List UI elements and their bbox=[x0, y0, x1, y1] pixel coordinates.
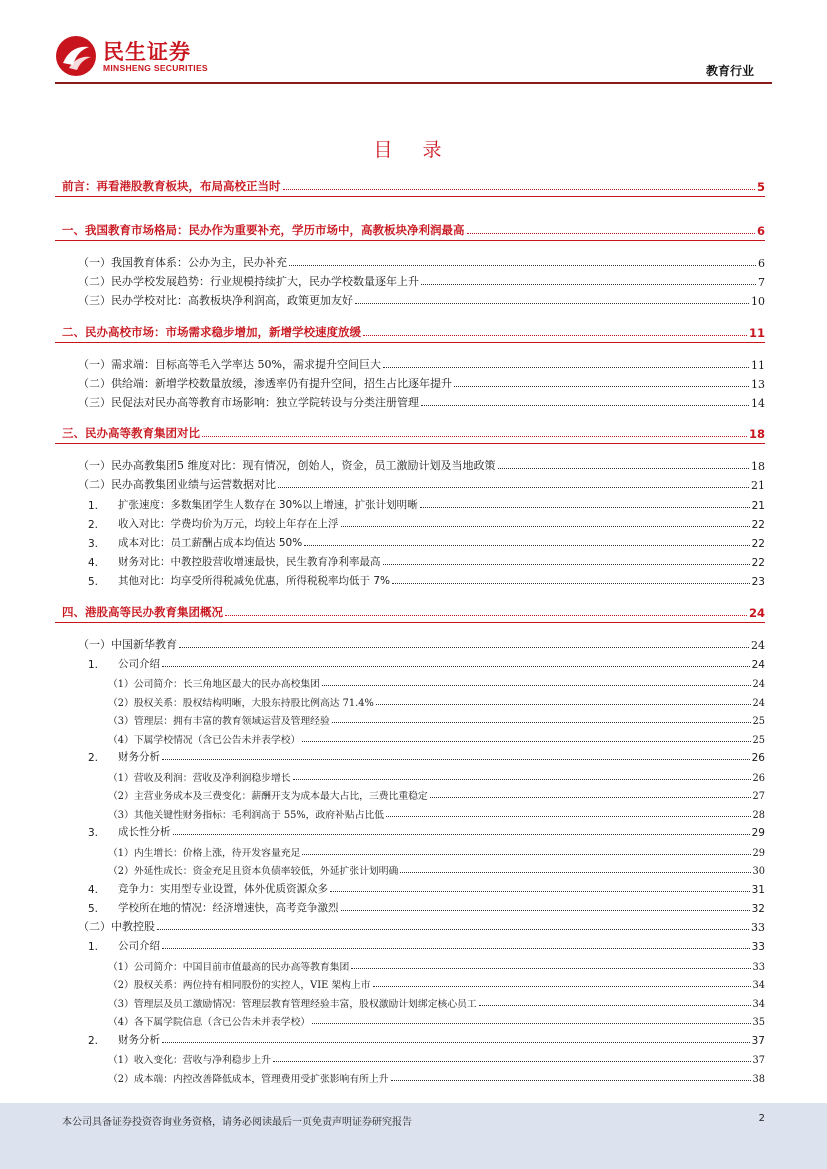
toc-entry-text: （一）需求端：目标高等毛入学率达 50%，需求提升空间巨大 bbox=[78, 357, 381, 371]
toc-entry-page: 33 bbox=[752, 961, 765, 973]
toc-entry-text: （2）外延性成长：资金充足且资本负债率较低，外延扩张计划明确 bbox=[108, 866, 399, 878]
toc-leader-dots bbox=[179, 647, 749, 648]
toc-leader-dots bbox=[467, 233, 755, 234]
toc-entry-level4[interactable] bbox=[108, 803, 765, 821]
toc-entry-text: 前言：再看港股教育板块，布局高校正当时 bbox=[62, 179, 281, 193]
toc-entry-number: 2. bbox=[88, 752, 99, 765]
toc-entry-number: 3. bbox=[88, 538, 99, 550]
toc-entry-level4[interactable] bbox=[108, 728, 765, 746]
toc-entry-text: （1）收入变化：营收与净利稳步上升 bbox=[108, 1055, 271, 1067]
toc-entry-level3[interactable] bbox=[88, 821, 765, 839]
toc-entry-level4[interactable] bbox=[108, 955, 765, 973]
toc-entry-text: 学校所在地的情况：经济增速快，高考竞争激烈 bbox=[118, 902, 339, 914]
toc-entry-text: 四、港股高等民办教育集团概况 bbox=[62, 604, 223, 619]
toc-leader-dots bbox=[225, 615, 747, 616]
toc-entry-level1[interactable] bbox=[62, 176, 765, 194]
toc-entry-page: 7 bbox=[758, 276, 765, 290]
toc-leader-dots bbox=[454, 386, 749, 387]
industry-label: 教育行业 bbox=[705, 64, 754, 78]
toc-leader-dots bbox=[392, 583, 750, 584]
toc-entry-page: 25 bbox=[752, 734, 765, 746]
toc-entry-page: 37 bbox=[751, 1035, 765, 1047]
toc-entry-page: 37 bbox=[752, 1055, 765, 1067]
toc-leader-dots bbox=[304, 545, 749, 546]
toc-entry-number: 2. bbox=[88, 1035, 99, 1047]
toc-leader-dots bbox=[420, 507, 750, 508]
toc-entry-text: 三、民办高等教育集团对比 bbox=[62, 426, 200, 441]
page-number: 2 bbox=[758, 1113, 765, 1124]
toc-entry-page: 22 bbox=[751, 538, 765, 550]
toc-leader-dots bbox=[421, 405, 749, 406]
toc-entry-level1[interactable] bbox=[62, 423, 765, 441]
toc-leader-dots bbox=[302, 854, 750, 855]
toc-entry-level4[interactable] bbox=[108, 992, 765, 1010]
toc-entry-level3[interactable] bbox=[88, 653, 765, 671]
toc-entry-number: 3. bbox=[88, 827, 99, 840]
toc-entry-level4[interactable] bbox=[108, 672, 765, 690]
toc-entry-level2[interactable] bbox=[78, 354, 765, 372]
toc-leader-dots bbox=[391, 1080, 751, 1081]
toc-entry-level3[interactable] bbox=[88, 551, 765, 569]
minsheng-logo bbox=[55, 35, 225, 77]
toc-entry-level3[interactable] bbox=[88, 1029, 765, 1047]
toc-entry-text: 收入对比：学费均价为万元，均较上年存在上浮 bbox=[118, 517, 339, 530]
toc-entry-level4[interactable] bbox=[108, 766, 765, 784]
toc-entry-text: （三）民办学校对比：高教板块净利润高，政策更加友好 bbox=[78, 294, 353, 308]
toc-entry-text: 成本对比：员工薪酬占成本均值达 50% bbox=[118, 537, 303, 549]
toc-entry-level3[interactable] bbox=[88, 513, 765, 531]
toc-entry-page: 21 bbox=[751, 479, 765, 493]
toc-entry-text: 公司介绍 bbox=[118, 657, 160, 670]
toc-leader-dots bbox=[162, 759, 750, 760]
toc-entry-level2[interactable] bbox=[78, 455, 765, 473]
toc-entry-page: 24 bbox=[752, 679, 765, 690]
toc-entry-page: 26 bbox=[751, 752, 765, 765]
toc-entry-text: （2）成本端：内控改善降低成本，管理费用受扩张影响有所上升 bbox=[108, 1073, 389, 1085]
toc-entry-text: 竞争力：实用型专业设置，体外优质资源众多 bbox=[118, 882, 328, 895]
logo-english-name: MINSHENG SECURITIES bbox=[103, 63, 208, 73]
logo-chinese-name: 民生证券 bbox=[103, 40, 191, 64]
toc-entry-level4[interactable] bbox=[108, 709, 765, 727]
toc-entry-number: 1. bbox=[88, 941, 99, 954]
toc-entry-page: 27 bbox=[752, 791, 765, 803]
toc-entry-text: （二）民办学校发展趋势：行业规模持续扩大，民办学校数量逐年上升 bbox=[78, 275, 419, 289]
toc-leader-dots bbox=[421, 284, 756, 285]
toc-entry-text: （二）中教控股 bbox=[78, 920, 155, 934]
toc-leader-dots bbox=[173, 834, 750, 835]
toc-entry-page: 22 bbox=[751, 518, 765, 531]
toc-leader-dots bbox=[293, 779, 751, 780]
toc-leader-dots bbox=[162, 666, 750, 667]
toc-leader-dots bbox=[376, 704, 751, 705]
toc-entry-text: 一、我国教育市场格局：民办作为重要补充，学历市场中，高教板块净利润最高 bbox=[62, 223, 465, 237]
toc-entry-text: （1）营收及利润：营收及净利润稳步增长 bbox=[108, 772, 291, 784]
toc-entry-text: 二、民办高校市场：市场需求稳步增加，新增学校速度放缓 bbox=[62, 324, 361, 339]
toc-entry-page: 31 bbox=[751, 883, 765, 896]
toc-entry-level4[interactable] bbox=[108, 691, 765, 709]
toc-entry-level3[interactable] bbox=[88, 532, 765, 550]
toc-entry-text: （3）管理层及员工激励情况：管理层教育管理经验丰富，股权激励计划绑定核心员工 bbox=[108, 998, 477, 1010]
toc-entry-level4[interactable] bbox=[108, 859, 765, 877]
toc-entry-level1[interactable] bbox=[62, 220, 765, 238]
toc-leader-dots bbox=[202, 436, 747, 437]
toc-entry-level2[interactable] bbox=[78, 916, 765, 934]
toc-section-underline bbox=[55, 240, 765, 241]
toc-entry-level2[interactable] bbox=[78, 392, 765, 410]
toc-entry-page: 33 bbox=[751, 941, 765, 954]
toc-section-underline bbox=[55, 342, 765, 343]
toc-entry-page: 30 bbox=[752, 866, 765, 878]
toc-leader-dots bbox=[383, 564, 750, 565]
toc-leader-dots bbox=[383, 367, 749, 368]
toc-entry-level4[interactable] bbox=[108, 973, 765, 991]
toc-entry-page: 11 bbox=[748, 325, 765, 340]
toc-entry-page: 6 bbox=[756, 224, 765, 238]
toc-entry-text: （1）公司简介：中国目前市值最高的民办高等教育集团 bbox=[108, 961, 350, 973]
toc-entry-level4[interactable] bbox=[108, 841, 765, 859]
toc-leader-dots bbox=[363, 335, 747, 336]
toc-entry-page: 21 bbox=[751, 499, 765, 512]
toc-entry-text: （二）民办高教集团业绩与运营数据对比 bbox=[78, 478, 276, 492]
toc-entry-text: （2）股权关系：股权结构明晰，大股东持股比例高达 71.4% bbox=[108, 697, 374, 709]
toc-entry-text: （1）公司简介：长三角地区最大的民办高校集团 bbox=[108, 679, 320, 690]
toc-leader-dots bbox=[289, 265, 756, 266]
toc-entry-page: 24 bbox=[751, 638, 765, 652]
toc-entry-level2[interactable] bbox=[78, 252, 765, 270]
toc-entry-number: 5. bbox=[88, 903, 99, 915]
page-footer bbox=[0, 1103, 827, 1169]
toc-leader-dots bbox=[278, 487, 749, 488]
toc-section-underline bbox=[55, 443, 765, 444]
toc-entry-text: （4）各下属学院信息（含已公告未并表学校） bbox=[108, 1017, 311, 1029]
toc-leader-dots bbox=[312, 1023, 750, 1024]
toc-entry-page: 26 bbox=[752, 772, 765, 784]
toc-entry-page: 18 bbox=[751, 460, 765, 474]
toc-leader-dots bbox=[273, 1061, 751, 1062]
toc-entry-page: 25 bbox=[752, 716, 765, 728]
toc-entry-page: 13 bbox=[751, 377, 765, 391]
toc-leader-dots bbox=[341, 910, 750, 911]
toc-leader-dots bbox=[162, 948, 750, 949]
toc-entry-text: （3）其他关键性财务指标：毛利润高于 55%，政府补贴占比低 bbox=[108, 809, 385, 821]
toc-entry-number: 5. bbox=[88, 576, 99, 589]
toc-entry-level2[interactable] bbox=[78, 373, 765, 391]
toc-entry-level4[interactable] bbox=[108, 784, 765, 802]
toc-entry-text: 公司介绍 bbox=[118, 940, 160, 953]
toc-leader-dots bbox=[351, 968, 750, 969]
toc-entry-text: 扩张速度：多数集团学生人数存在 30%以上增速，扩张计划明晰 bbox=[118, 498, 418, 511]
toc-entry-level3[interactable] bbox=[88, 570, 765, 588]
toc-leader-dots bbox=[430, 797, 751, 798]
toc-entry-page: 38 bbox=[752, 1073, 765, 1085]
toc-entry-page: 5 bbox=[756, 180, 765, 194]
toc-entry-page: 11 bbox=[751, 358, 765, 372]
toc-entry-text: （一）我国教育体系：公办为主，民办补充 bbox=[78, 256, 287, 269]
toc-entry-level2[interactable] bbox=[78, 271, 765, 289]
toc-entry-level2[interactable] bbox=[78, 474, 765, 492]
toc-leader-dots bbox=[373, 986, 751, 987]
toc-entry-number: 1. bbox=[88, 658, 99, 671]
toc-entry-text: 成长性分析 bbox=[118, 826, 171, 839]
toc-section-underline bbox=[55, 196, 765, 197]
toc-entry-page: 28 bbox=[752, 809, 765, 821]
toc-entry-page: 34 bbox=[752, 998, 765, 1010]
toc-leader-dots bbox=[283, 189, 755, 190]
toc-entry-level3[interactable] bbox=[88, 746, 765, 764]
toc-entry-number: 4. bbox=[88, 557, 99, 570]
toc-entry-text: 财务对比：中教控股营收增速最快，民生教育净利率最高 bbox=[118, 556, 381, 569]
toc-entry-page: 33 bbox=[751, 921, 765, 935]
toc-entry-page: 24 bbox=[752, 697, 765, 709]
toc-entry-level2[interactable] bbox=[78, 290, 765, 308]
toc-leader-dots bbox=[400, 872, 750, 873]
toc-entry-level4[interactable] bbox=[108, 1048, 765, 1066]
toc-entry-level3[interactable] bbox=[88, 897, 765, 915]
toc-leader-dots bbox=[341, 526, 750, 527]
toc-entry-text: （2）主营业务成本及三费变化：薪酬开支为成本最大占比，三费比重稳定 bbox=[108, 791, 428, 803]
toc-leader-dots bbox=[302, 741, 750, 742]
toc-leader-dots bbox=[322, 685, 751, 686]
toc-entry-text: 财务分析 bbox=[118, 1034, 160, 1046]
toc-entry-page: 14 bbox=[751, 397, 765, 410]
toc-entry-level1[interactable] bbox=[62, 322, 765, 340]
toc-entry-text: 其他对比：均享受所得税减免优惠，所得税税率均低于 7% bbox=[118, 575, 390, 588]
toc-entry-page: 34 bbox=[752, 980, 765, 992]
toc-leader-dots bbox=[162, 1042, 750, 1043]
toc-entry-level3[interactable] bbox=[88, 935, 765, 953]
toc-section-underline bbox=[55, 622, 765, 623]
toc-entry-number: 4. bbox=[88, 883, 99, 896]
toc-entry-page: 24 bbox=[751, 658, 765, 671]
toc-leader-dots bbox=[498, 468, 750, 469]
toc-entry-text: （三）民促法对民办高等教育市场影响：独立学院转设与分类注册管理 bbox=[78, 396, 419, 409]
toc-entry-page: 22 bbox=[751, 557, 765, 570]
toc-entry-page: 24 bbox=[748, 605, 765, 620]
toc-entry-text: （4）下属学校情况（含已公告未并表学校） bbox=[108, 734, 301, 746]
header-divider bbox=[55, 82, 772, 84]
toc-leader-dots bbox=[479, 1005, 751, 1006]
minsheng-logo-icon bbox=[55, 35, 97, 77]
toc-leader-dots bbox=[330, 891, 750, 892]
toc-entry-page: 35 bbox=[752, 1017, 765, 1029]
toc-entry-level3[interactable] bbox=[88, 878, 765, 896]
toc-entry-page: 6 bbox=[758, 257, 765, 270]
page-header bbox=[0, 0, 827, 84]
toc-entry-level2[interactable] bbox=[78, 634, 765, 652]
toc-entry-text: （二）供给端：新增学校数量放缓，渗透率仍有提升空间，招生占比逐年提升 bbox=[78, 376, 452, 390]
toc-leader-dots bbox=[355, 303, 749, 304]
toc-entry-text: （一）民办高教集团5 维度对比：现有情况，创始人，资金，员工激励计划及当地政策 bbox=[78, 459, 496, 473]
toc-leader-dots bbox=[332, 722, 751, 723]
toc-entry-level4[interactable] bbox=[108, 1067, 765, 1085]
toc-entry-text: （1）内生增长：价格上涨，待开发容量充足 bbox=[108, 847, 301, 859]
toc-entry-page: 32 bbox=[751, 903, 765, 915]
toc-entry-text: （2）股权关系：两位持有相同股份的实控人，VIE 架构上市 bbox=[108, 980, 371, 992]
toc-entry-page: 10 bbox=[751, 295, 765, 309]
toc-entry-number: 1. bbox=[88, 499, 99, 512]
toc-entry-page: 29 bbox=[752, 847, 765, 859]
toc-entry-level1[interactable] bbox=[62, 602, 765, 620]
toc-entry-text: （一）中国新华教育 bbox=[78, 637, 177, 651]
toc-entry-page: 23 bbox=[751, 576, 765, 589]
toc-entry-page: 18 bbox=[748, 427, 765, 442]
toc-entry-page: 29 bbox=[751, 827, 765, 840]
toc-entry-text: 财务分析 bbox=[118, 751, 160, 764]
toc-entry-level4[interactable] bbox=[108, 1010, 765, 1028]
toc-entry-number: 2. bbox=[88, 518, 99, 531]
toc-title: 目 录 bbox=[373, 139, 454, 161]
toc-leader-dots bbox=[157, 929, 749, 930]
toc-entry-text: （3）管理层：拥有丰富的教育领域运营及管理经验 bbox=[108, 716, 330, 728]
toc-entry-level3[interactable] bbox=[88, 494, 765, 512]
footer-disclaimer: 本公司具备证券投资咨询业务资格，请务必阅读最后一页免责声明证券研究报告 bbox=[62, 1117, 412, 1128]
toc-leader-dots bbox=[386, 816, 750, 817]
